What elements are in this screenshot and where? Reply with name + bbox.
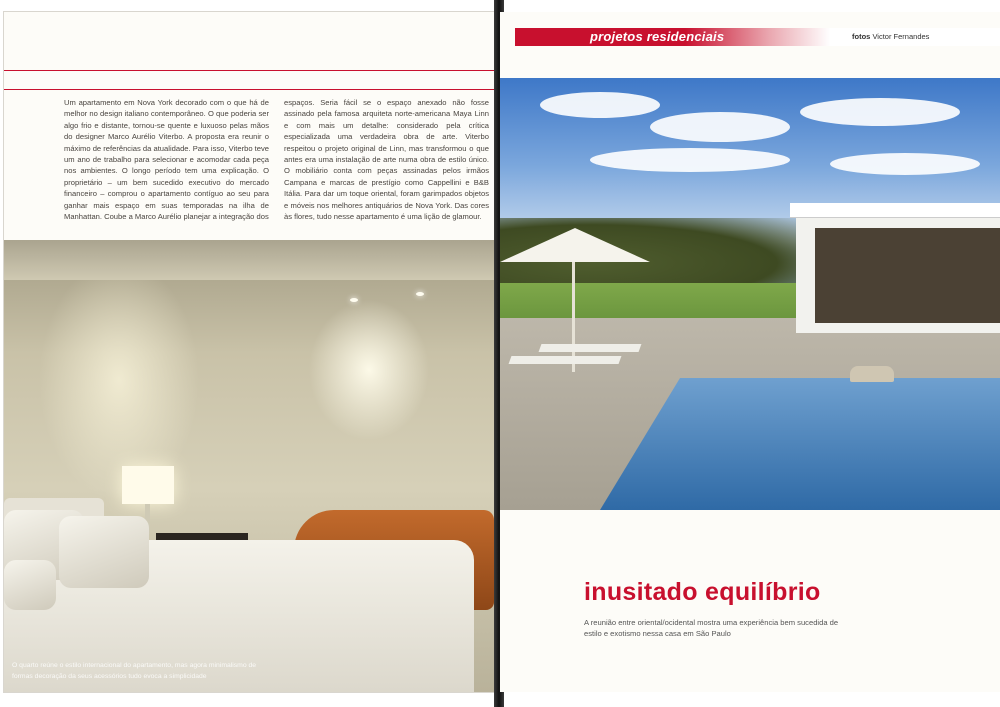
credit-label: fotos bbox=[852, 32, 871, 41]
lounger bbox=[539, 344, 642, 352]
cloud bbox=[650, 112, 790, 142]
ceiling-light bbox=[416, 292, 424, 296]
lamp-shade bbox=[122, 466, 174, 504]
cloud bbox=[590, 148, 790, 172]
pillow bbox=[4, 560, 56, 610]
pillow bbox=[59, 516, 149, 588]
house-roof bbox=[790, 203, 1000, 217]
house-pool-photo bbox=[500, 78, 1000, 510]
cloud bbox=[830, 153, 980, 175]
statue bbox=[850, 366, 894, 382]
credit-name: Victor Fernandes bbox=[872, 32, 930, 41]
ceiling bbox=[4, 240, 498, 280]
cloud bbox=[540, 92, 660, 118]
left-page bbox=[4, 12, 498, 692]
bedroom-photo bbox=[4, 240, 498, 692]
second-rule bbox=[4, 89, 498, 90]
lounger bbox=[509, 356, 622, 364]
article-subtitle: A reunião entre oriental/ocidental mostra uma experiência bem sucedida de estilo e exotismo nessa casa em São Paulo bbox=[584, 618, 839, 639]
section-title: projetos residenciais bbox=[590, 29, 725, 44]
cloud bbox=[800, 98, 960, 126]
house-opening bbox=[815, 228, 1000, 323]
article-title: inusitado equilíbrio bbox=[584, 578, 821, 606]
right-page bbox=[500, 12, 1000, 692]
article-column-2: espaços. Seria fácil se o espaço anexado não fosse assinado pela famosa arquiteta norte-americana Maya Linn e com mais um detalhe: considerado pela crítica especializada uma verdadeira obra de arte. Viterbo respeitou o projeto original de Linn, mas transformou o que antes era uma instalação de arte numa obra de estilo único. O mobiliário conta com peças assinadas pelos irmãos Campana e marcas de prestígio como Cappellini e B&B Itália. Para dar um toque oriental, foram garimpados objetos e móveis nos melhores antiquários de Nova York. Das cores às flores, tudo nesse apartamento é uma lição de glamour. bbox=[284, 98, 489, 222]
top-rule bbox=[4, 70, 498, 71]
ceiling-light bbox=[350, 298, 358, 302]
photo-caption: O quarto reúne o estilo internacional do apartamento, mas agora minimalismo de formas decoração da seus acessórios tudo evoca a simplicidade bbox=[12, 662, 257, 680]
photo-credit bbox=[852, 32, 929, 41]
article-column-1: Um apartamento em Nova York decorado com o que há de melhor no design italiano contemporâneo. O que poderia ser algo frio e distante, tornou-se quente e luxuoso pelas mãos do designer Marco Aurélio Viterbo. A proposta era reunir o máximo de referências da atualidade. Para isso, Viterbo teve um ano de trabalho para selecionar e acomodar cada peça nos ambientes. O longo período tem uma explicação. O proprietário – um bem sucedido executivo do mercado financeiro – comprou o apartamento contíguo ao seu para ganhar mais espaço em suas temporadas na ilha de Manhattan. Coube a Marco Aurélio planejar a integração dos bbox=[64, 98, 270, 222]
